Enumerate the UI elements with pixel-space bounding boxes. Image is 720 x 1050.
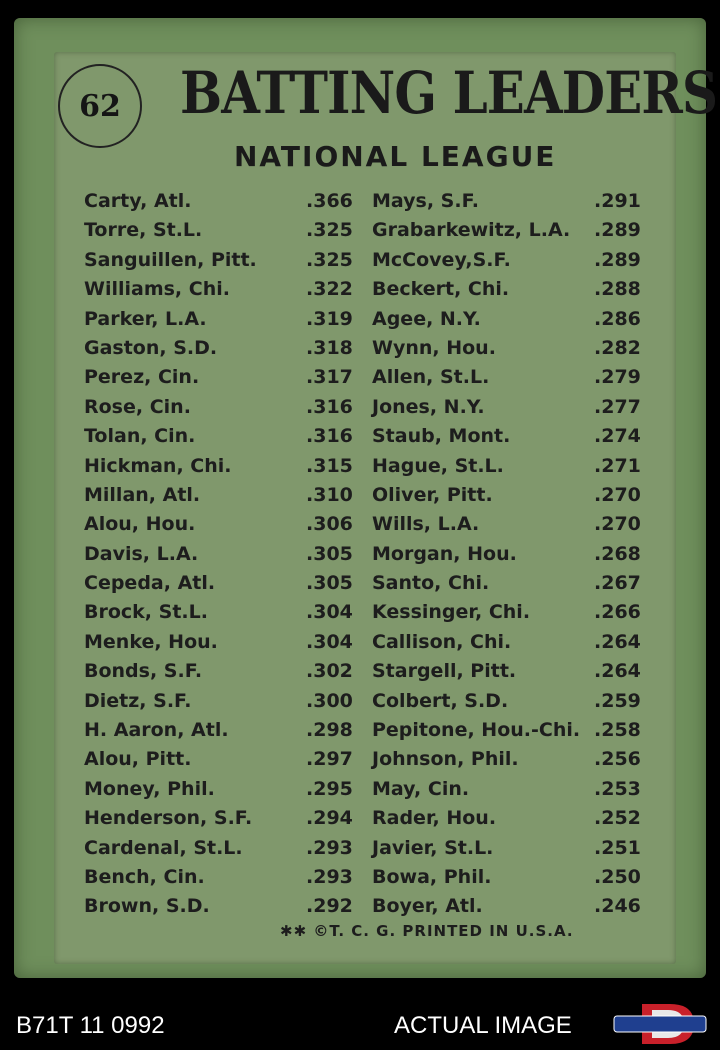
stat-row bbox=[84, 597, 644, 626]
batting-average: .259 bbox=[594, 689, 641, 712]
stat-row bbox=[84, 891, 644, 920]
stat-row bbox=[84, 715, 644, 744]
player-name: Wills, L.A. bbox=[372, 513, 480, 536]
batting-average: .310 bbox=[306, 483, 353, 506]
stat-row bbox=[84, 362, 644, 391]
batting-average: .251 bbox=[594, 836, 641, 859]
batting-average: .258 bbox=[594, 719, 641, 742]
card-subtitle: NATIONAL LEAGUE bbox=[234, 140, 557, 173]
player-name: Allen, St.L. bbox=[372, 366, 490, 389]
player-name: Parker, L.A. bbox=[84, 307, 207, 330]
player-name: Alou, Pitt. bbox=[84, 748, 192, 771]
batting-average: .274 bbox=[594, 425, 641, 448]
card-title: BATTING LEADERS bbox=[180, 59, 718, 127]
stat-row bbox=[84, 392, 644, 421]
batting-average: .252 bbox=[594, 807, 641, 830]
batting-average: .318 bbox=[306, 336, 353, 359]
player-name: Bench, Cin. bbox=[84, 865, 205, 888]
stat-row bbox=[84, 568, 644, 597]
stat-row bbox=[84, 274, 644, 303]
player-name: Money, Phil. bbox=[84, 777, 215, 800]
batting-average: .270 bbox=[594, 483, 641, 506]
batting-average: .305 bbox=[306, 572, 353, 595]
player-name: Menke, Hou. bbox=[84, 630, 218, 653]
batting-average: .300 bbox=[306, 689, 353, 712]
player-name: Brown, S.D. bbox=[84, 895, 210, 918]
player-name: Alou, Hou. bbox=[84, 513, 196, 536]
stat-row bbox=[84, 833, 644, 862]
stat-row bbox=[84, 862, 644, 891]
batting-average: .253 bbox=[594, 777, 641, 800]
stat-row bbox=[84, 774, 644, 803]
stat-row bbox=[84, 304, 644, 333]
stat-row bbox=[84, 627, 644, 656]
stats-list bbox=[84, 186, 644, 921]
batting-average: .279 bbox=[594, 366, 641, 389]
player-name: Bonds, S.F. bbox=[84, 660, 203, 683]
player-name: Cepeda, Atl. bbox=[84, 572, 216, 595]
batting-average: .305 bbox=[306, 542, 353, 565]
batting-average: .292 bbox=[306, 895, 353, 918]
stat-row bbox=[84, 686, 644, 715]
batting-average: .271 bbox=[594, 454, 641, 477]
player-name: Brock, St.L. bbox=[84, 601, 208, 624]
batting-average: .270 bbox=[594, 513, 641, 536]
batting-average: .325 bbox=[306, 248, 353, 271]
batting-average: .316 bbox=[306, 395, 353, 418]
batting-average: .288 bbox=[594, 278, 641, 301]
batting-average: .298 bbox=[306, 719, 353, 742]
batting-average: .306 bbox=[306, 513, 353, 536]
stat-row bbox=[84, 245, 644, 274]
stat-row bbox=[84, 186, 644, 215]
batting-average: .304 bbox=[306, 630, 353, 653]
player-name: Beckert, Chi. bbox=[372, 278, 510, 301]
player-name: Torre, St.L. bbox=[84, 219, 203, 242]
player-name: Colbert, S.D. bbox=[372, 689, 509, 712]
batting-average: .295 bbox=[306, 777, 353, 800]
player-name: Hickman, Chi. bbox=[84, 454, 232, 477]
batting-average: .264 bbox=[594, 630, 641, 653]
player-name: Cardenal, St.L. bbox=[84, 836, 243, 859]
player-name: Johnson, Phil. bbox=[372, 748, 519, 771]
batting-average: .282 bbox=[594, 336, 641, 359]
batting-average: .316 bbox=[306, 425, 353, 448]
player-name: Grabarkewitz, L.A. bbox=[372, 219, 571, 242]
player-name: Perez, Cin. bbox=[84, 366, 200, 389]
stat-row bbox=[84, 421, 644, 450]
player-name: May, Cin. bbox=[372, 777, 470, 800]
batting-average: .297 bbox=[306, 748, 353, 771]
player-name: Callison, Chi. bbox=[372, 630, 512, 653]
stat-row bbox=[84, 509, 644, 538]
deans-cards-logo-icon bbox=[612, 1002, 708, 1046]
player-name: Oliver, Pitt. bbox=[372, 483, 493, 506]
player-name: Mays, S.F. bbox=[372, 190, 479, 212]
player-name: Santo, Chi. bbox=[372, 572, 490, 595]
card-number: 62 bbox=[58, 64, 142, 148]
player-name: Jones, N.Y. bbox=[372, 395, 485, 418]
player-name: Rader, Hou. bbox=[372, 807, 497, 830]
player-name: Tolan, Cin. bbox=[84, 425, 196, 448]
item-code: B71T 11 0992 bbox=[16, 1012, 165, 1039]
batting-average: .268 bbox=[594, 542, 641, 565]
player-name: Rose, Cin. bbox=[84, 395, 191, 418]
batting-average: .266 bbox=[594, 601, 641, 624]
stat-row bbox=[84, 333, 644, 362]
batting-average: .256 bbox=[594, 748, 641, 771]
player-name: Henderson, S.F. bbox=[84, 807, 253, 830]
player-name: Stargell, Pitt. bbox=[372, 660, 517, 683]
actual-image-label: ACTUAL IMAGE bbox=[394, 1012, 572, 1039]
player-name: Dietz, S.F. bbox=[84, 689, 192, 712]
stat-row bbox=[84, 480, 644, 509]
batting-average: .366 bbox=[306, 190, 353, 212]
player-name: Williams, Chi. bbox=[84, 278, 230, 301]
stat-row bbox=[84, 656, 644, 685]
batting-average: .289 bbox=[594, 219, 641, 242]
batting-average: .304 bbox=[306, 601, 353, 624]
batting-average: .277 bbox=[594, 395, 641, 418]
batting-average: .319 bbox=[306, 307, 353, 330]
batting-average: .289 bbox=[594, 248, 641, 271]
player-name: Bowa, Phil. bbox=[372, 865, 492, 888]
batting-average: .322 bbox=[306, 278, 353, 301]
batting-average: .246 bbox=[594, 895, 641, 918]
batting-average: .291 bbox=[594, 190, 641, 212]
player-name: Gaston, S.D. bbox=[84, 336, 218, 359]
batting-average: .302 bbox=[306, 660, 353, 683]
stat-row bbox=[84, 215, 644, 244]
player-name: Javier, St.L. bbox=[372, 836, 494, 859]
player-name: Boyer, Atl. bbox=[372, 895, 483, 918]
player-name: Agee, N.Y. bbox=[372, 307, 481, 330]
batting-average: .293 bbox=[306, 836, 353, 859]
player-name: Millan, Atl. bbox=[84, 483, 201, 506]
stat-row bbox=[84, 803, 644, 832]
batting-average: .264 bbox=[594, 660, 641, 683]
batting-average: .267 bbox=[594, 572, 641, 595]
stat-row bbox=[84, 539, 644, 568]
player-name: Kessinger, Chi. bbox=[372, 601, 531, 624]
copyright-footer: ✱✱ ©T. C. G. PRINTED IN U.S.A. bbox=[280, 922, 574, 940]
player-name: Staub, Mont. bbox=[372, 425, 511, 448]
player-name: Sanguillen, Pitt. bbox=[84, 248, 257, 271]
player-name: Carty, Atl. bbox=[84, 190, 192, 212]
player-name: Pepitone, Hou.-Chi. bbox=[372, 719, 581, 742]
batting-average: .317 bbox=[306, 366, 353, 389]
player-name: Hague, St.L. bbox=[372, 454, 504, 477]
player-name: H. Aaron, Atl. bbox=[84, 719, 229, 742]
batting-average: .286 bbox=[594, 307, 641, 330]
player-name: Wynn, Hou. bbox=[372, 336, 496, 359]
stat-row bbox=[84, 744, 644, 773]
stat-row bbox=[84, 451, 644, 480]
batting-average: .293 bbox=[306, 865, 353, 888]
batting-average: .250 bbox=[594, 865, 641, 888]
batting-average: .294 bbox=[306, 807, 353, 830]
batting-average: .315 bbox=[306, 454, 353, 477]
player-name: Davis, L.A. bbox=[84, 542, 199, 565]
batting-average: .325 bbox=[306, 219, 353, 242]
player-name: Morgan, Hou. bbox=[372, 542, 517, 565]
player-name: McCovey,S.F. bbox=[372, 248, 511, 271]
